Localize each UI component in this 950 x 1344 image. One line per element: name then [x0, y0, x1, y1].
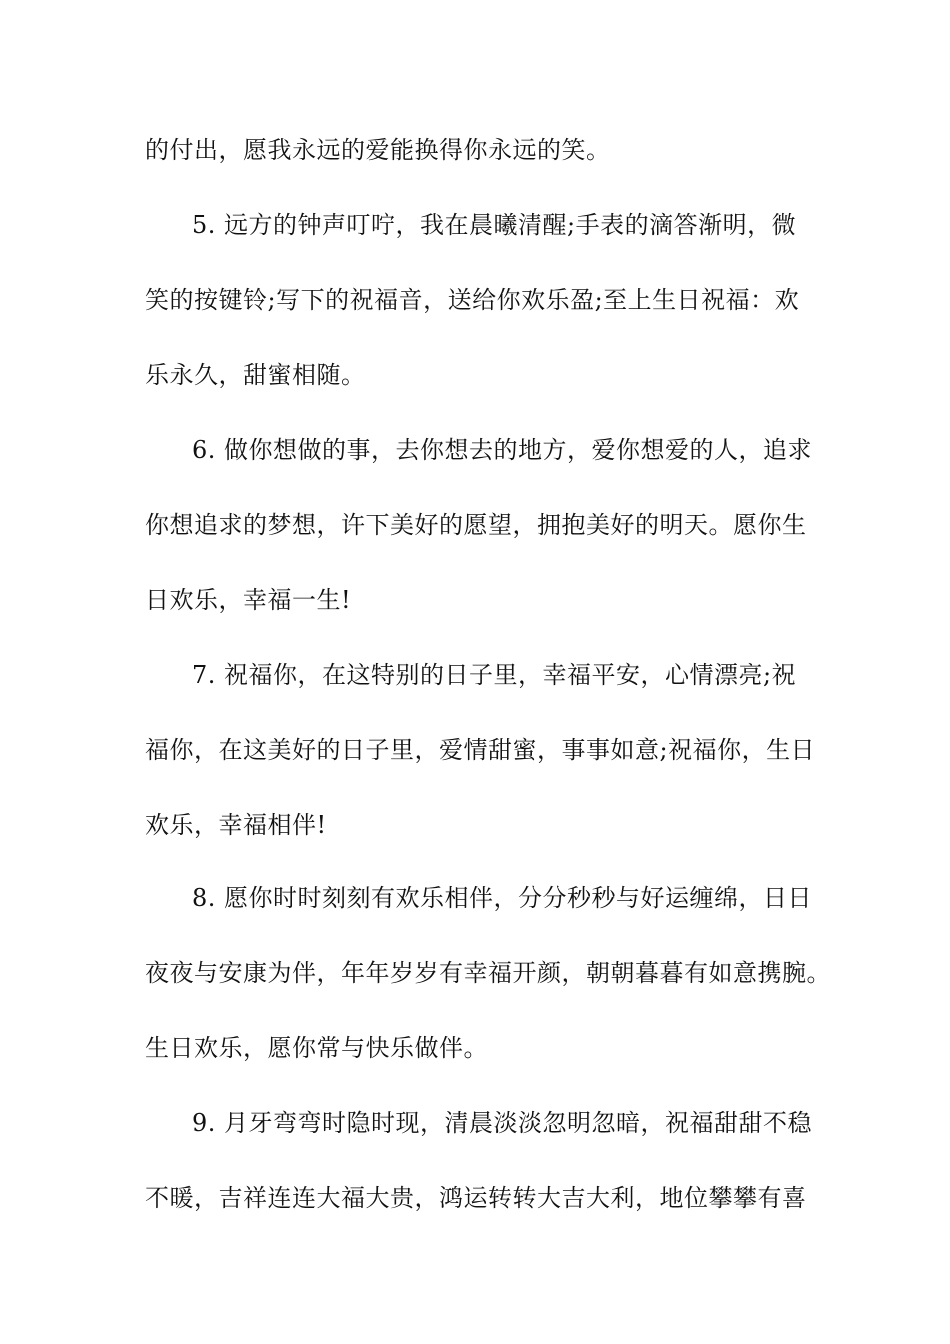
- item-5-line: 5. 远方的钟声叮咛，我在晨曦清醒;手表的滴答渐明，微: [192, 211, 797, 239]
- item-6-line: 6. 做你想做的事，去你想去的地方，爱你想爱的人，追求: [192, 436, 813, 464]
- text-line: 夜夜与安康为伴，年年岁岁有幸福开颜，朝朝暮暮有如意携腕。: [145, 959, 831, 987]
- text-line: 的付出，愿我永远的爱能换得你永远的笑。: [145, 136, 611, 164]
- text-line: 不暖，吉祥连连大福大贵，鸿运转转大吉大利，地位攀攀有喜: [145, 1184, 807, 1212]
- item-9-line: 9. 月牙弯弯时隐时现，清晨淡淡忽明忽暗，祝福甜甜不稳: [192, 1109, 813, 1137]
- text-line: 笑的按键铃;写下的祝福音，送给你欢乐盈;至上生日祝福：欢: [145, 286, 800, 314]
- text-line: 生日欢乐，愿你常与快乐做伴。: [145, 1034, 488, 1062]
- text-line: 乐永久，甜蜜相随。: [145, 361, 366, 389]
- text-line: 你想追求的梦想，许下美好的愿望，拥抱美好的明天。愿你生: [145, 511, 807, 539]
- text-line: 福你，在这美好的日子里，爱情甜蜜，事事如意;祝福你，生日: [145, 736, 816, 764]
- text-line: 日欢乐，幸福一生!: [145, 586, 352, 614]
- text-line: 欢乐，幸福相伴!: [145, 811, 327, 839]
- item-7-line: 7. 祝福你，在这特别的日子里，幸福平安，心情漂亮;祝: [192, 661, 797, 689]
- item-8-line: 8. 愿你时时刻刻有欢乐相伴，分分秒秒与好运缠绵，日日: [192, 884, 813, 912]
